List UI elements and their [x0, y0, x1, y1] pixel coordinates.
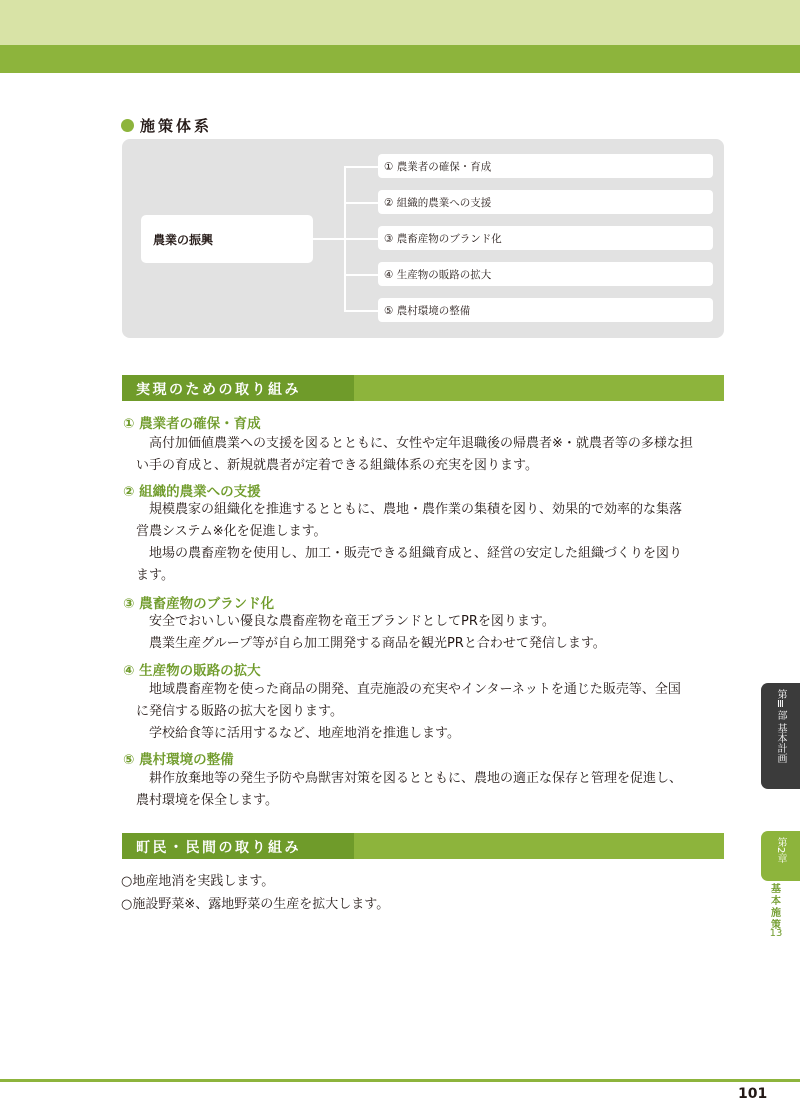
action-item: ○施設野菜※、露地野菜の生産を拡大します。 — [121, 897, 390, 912]
text-line: に発信する販路の拡大を図ります。 — [136, 704, 343, 719]
diagram-root-box — [141, 215, 313, 263]
diagram-child-box — [378, 262, 713, 286]
text-line: 高付加価値農業への支援を図るとともに、女性や定年退職後の帰農者※・就農者等の多様な担 — [136, 436, 693, 451]
text-line: 耕作放棄地等の発生予防や鳥獣害対策を図るとともに、農地の適正な保存と管理を促進し、 — [136, 771, 683, 786]
diagram-child-label: ③ 農畜産物のブランド化 — [384, 232, 502, 245]
section-band-title: 町民・民間の取り組み — [136, 840, 301, 856]
connector-line — [313, 238, 345, 240]
diagram-child-label: ① 農業者の確保・育成 — [384, 160, 492, 173]
side-tab-part-label: 第Ⅲ部 基本計画 — [775, 689, 786, 764]
item-paragraph — [136, 768, 682, 812]
item-title: ④ 生産物の販路の拡大 — [123, 663, 261, 679]
item-title: ③ 農畜産物のブランド化 — [123, 596, 275, 612]
item-paragraph — [136, 611, 606, 655]
text-line: 営農システム※化を促進します。 — [136, 524, 327, 539]
connector-branch — [344, 274, 378, 276]
item-title: ② 組織的農業への支援 — [123, 484, 261, 500]
header-band-accent — [0, 45, 800, 73]
side-tab-part — [761, 683, 800, 789]
policy-system-heading — [121, 115, 212, 136]
diagram-root-label: 農業の振興 — [153, 232, 214, 247]
diagram-child-label: ② 組織的農業への支援 — [384, 196, 492, 209]
section-band-citizens — [122, 833, 724, 859]
side-measure-label: 基本施策 — [771, 884, 781, 931]
connector-branch — [344, 202, 378, 204]
diagram-child-box — [378, 226, 713, 250]
item-paragraph — [136, 433, 693, 477]
page-number: 101 — [738, 1086, 768, 1102]
text-line: 学校給食等に活用するなど、地産地消を推進します。 — [136, 726, 460, 741]
action-item: ○地産地消を実践します。 — [121, 874, 275, 889]
connector-branch — [344, 166, 378, 168]
diagram-child-label: ④ 生産物の販路の拡大 — [384, 268, 492, 281]
item-paragraph — [136, 499, 682, 587]
bullet-dot-icon — [121, 119, 134, 132]
text-line: 地域農畜産物を使った商品の開発、直売施設の充実やインターネットを通じた販売等、全国 — [136, 682, 681, 697]
diagram-child-box — [378, 154, 713, 178]
side-tab-chapter — [761, 831, 800, 881]
item-title: ① 農業者の確保・育成 — [123, 416, 261, 432]
diagram-child-label: ⑤ 農村環境の整備 — [384, 304, 471, 317]
footer-line — [0, 1079, 800, 1082]
header-band — [0, 0, 800, 45]
side-tab-chapter-label: 第2章 — [775, 837, 786, 864]
text-line: 農業生産グループ等が自ら加工開発する商品を観光PRと合わせて発信します。 — [136, 636, 606, 651]
diagram-child-box — [378, 190, 713, 214]
text-line: い手の育成と、新規就農者が定着できる組織体系の充実を図ります。 — [136, 458, 538, 473]
item-paragraph — [136, 679, 681, 745]
item-title: ⑤ 農村環境の整備 — [123, 752, 234, 768]
text-line: 安全でおいしい優良な農畜産物を竜王ブランドとしてPRを図ります。 — [136, 614, 555, 629]
section-band-title: 実現のための取り組み — [136, 382, 301, 398]
section-band-realization — [122, 375, 724, 401]
text-line: 地場の農畜産物を使用し、加工・販売できる組織育成と、経営の安定した組織づくりを図り — [136, 546, 683, 561]
text-line: ます。 — [136, 568, 174, 583]
connector-branch — [344, 310, 378, 312]
text-line: 農村環境を保全します。 — [136, 793, 278, 808]
connector-branch — [344, 238, 378, 240]
heading-text: 施策体系 — [140, 117, 213, 135]
side-measure-number: 13 — [769, 928, 783, 939]
diagram-child-box — [378, 298, 713, 322]
text-line: 規模農家の組織化を推進するとともに、農地・農作業の集積を図り、効果的で効率的な集落 — [136, 502, 683, 517]
